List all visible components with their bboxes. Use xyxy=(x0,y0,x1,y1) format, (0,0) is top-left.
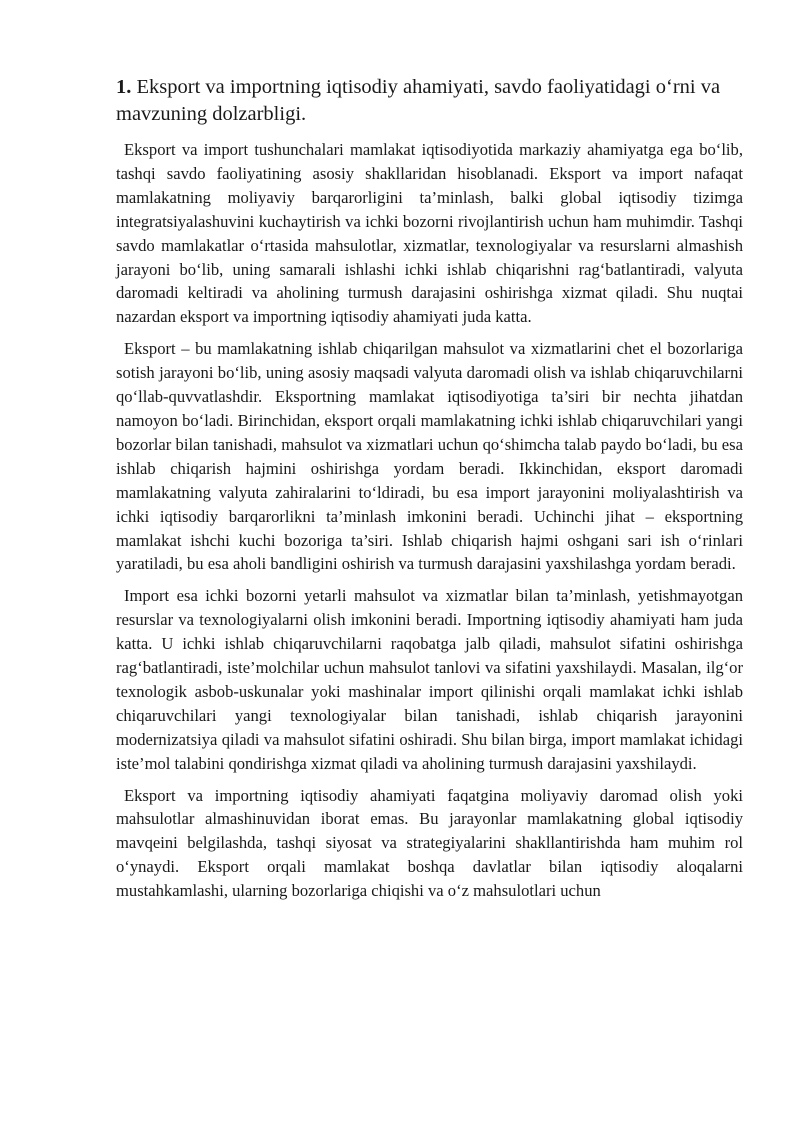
section-heading xyxy=(116,74,743,128)
paragraph-3: Import esa ichki bozorni yetarli mahsulot va xizmatlar bilan ta’minlash, yetishmayotgan resurslar va texnologiyalarni olish imkonini beradi. Importning iqtisodiy ahamiyati ham juda katta. U ichki ishlab chiqaruvchilarni raqobatga jalb qiladi, mahsulot sifatini oshirishga rag‘batlantiradi, iste’molchilar uchun mahsulot tanlovi va sifatini yaxshilaydi. Masalan, ilg‘or texnologik asbob-uskunalar yoki mashinalar import qilinishi orqali mamlakat ichki ishlab chiqaruvchilari yangi texnologiyalar bilan tanishadi, ishlab chiqarish jarayonini modernizatsiya qiladi va mahsulot sifatini oshiradi. Shu bilan birga, import mamlakat ichidagi iste’mol talabini qondirishga xizmat qiladi va aholining turmush darajasini yaxshilaydi. xyxy=(116,586,743,773)
paragraph-2: Eksport – bu mamlakatning ishlab chiqarilgan mahsulot va xizmatlarini chet el bozorlariga sotish jarayoni bo‘lib, uning asosiy maqsadi valyuta daromadi olish va ishlab chiqaruvchilarni qo‘llab-quvvatlashdir. Eksportning mamlakat iqtisodiyotiga ta’siri bir nechta jihatdan namoyon bo‘ladi. Birinchidan, eksport orqali mamlakatning ichki ishlab chiqaruvchilari yangi bozorlar bilan tanishadi, mahsulot va xizmatlari uchun qo‘shimcha talab paydo bo‘ladi, bu esa ishlab chiqarish hajmini oshirishga yordam beradi. Ikkinchidan, eksport daromadi mamlakatning valyuta zahiralarini to‘ldiradi, bu esa import jarayonini moliyalashtirish va ichki iqtisodiy barqarorlikni ta’minlash imkonini beradi. Uchinchi jihat – eksportning mamlakat ishchi kuchi bozoriga ta’siri. Ishlab chiqarish hajmi oshgani sari ish o‘rinlari yaratiladi, bu esa aholi bandligini oshirish va turmush darajasini yaxshilashga yordam beradi. xyxy=(116,339,743,574)
section-number: 1. xyxy=(116,76,132,98)
section-title: Eksport va importning iqtisodiy ahamiyati, savdo faoliyatidagi o‘rni va mavzuning dolzarbligi. xyxy=(116,76,721,125)
paragraph-4: Eksport va importning iqtisodiy ahamiyati faqatgina moliyaviy daromad olish yoki mahsulotlar almashinuvidan iborat emas. Bu jarayonlar mamlakatning global iqtisodiy mavqeini belgilashda, tashqi siyosat va strategiyalarini shakllantirishda ham muhim rol o‘ynaydi. Eksport orqali mamlakat boshqa davlatlar bilan iqtisodiy aloqalarni mustahkamlashi, ularning bozorlariga chiqishi va o‘z mahsulotlari uchun xyxy=(116,785,743,901)
paragraph-1: Eksport va import tushunchalari mamlakat iqtisodiyotida markaziy ahamiyatga ega bo‘lib, tashqi savdo faoliyatining asosiy shakllaridan hisoblanadi. Eksport va import nafaqat mamlakatning moliyaviy barqarorligini ta’minlash, balki global iqtisodiy tizimga integratsiyalashuvini kuchaytirish va ichki bozorni rivojlantirish uchun ham muhimdir. Tashqi savdo mamlakatlar o‘rtasida mahsulotlar, xizmatlar, texnologiyalar va resurslarni almashish jarayoni bo‘lib, uning samarali ishlashi ichki ishlab chiqarishni rag‘batlantiradi, valyuta daromadi keltiradi va aholining turmush darajasini oshirishga xizmat qiladi. Shu nuqtai nazardan eksport va importning iqtisodiy ahamiyati juda katta. xyxy=(116,140,743,327)
document-page xyxy=(116,74,743,911)
